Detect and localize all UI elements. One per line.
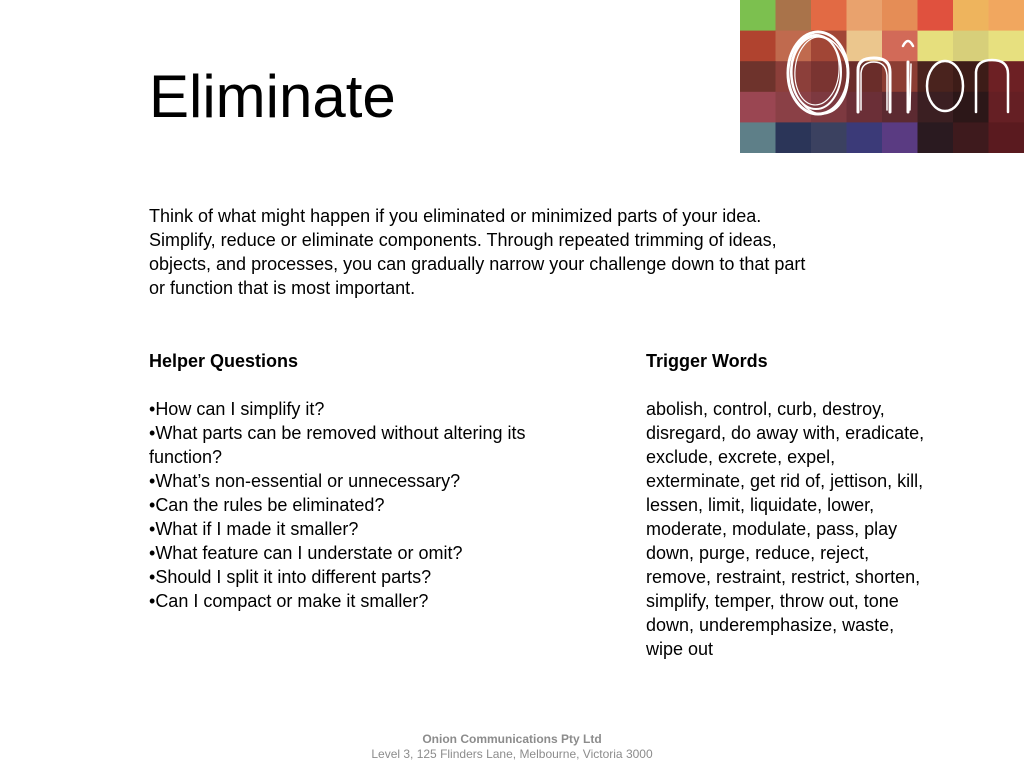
helper-questions-heading: Helper Questions bbox=[149, 351, 299, 371]
logo-tile bbox=[847, 122, 883, 153]
logo-tile bbox=[989, 122, 1024, 153]
logo-tile bbox=[918, 122, 954, 153]
logo-tile bbox=[776, 0, 812, 31]
logo-tile bbox=[953, 61, 989, 92]
logo-tile bbox=[989, 0, 1024, 31]
trigger-words-text: abolish, control, curb, destroy, disregard, do away with, eradicate, exclude, excrete, expel, exterminate, get rid of, jettison, kill, lessen, limit, liquidate, lower, moderate, modulate, pass, play down, purge, reduce, reject, remove, restraint, restrict, shorten, simplify, temper, throw out, tone down, underemphasize, waste, wipe out bbox=[646, 399, 925, 659]
logo-tile bbox=[953, 92, 989, 123]
intro-paragraph: Think of what might happen if you eliminated or minimized parts of your idea. Simplify, reduce or eliminate components. Through repeated trimming of ideas, objects, and processes, you can gradually narrow your challenge down to that part or function that is most important. bbox=[149, 206, 806, 298]
logo-tile bbox=[740, 0, 776, 31]
logo-tile bbox=[811, 0, 847, 31]
logo-tile bbox=[740, 31, 776, 62]
logo-tile bbox=[740, 61, 776, 92]
onion-logo-mosaic bbox=[740, 0, 1024, 153]
helper-questions-list bbox=[149, 397, 589, 613]
logo-tile bbox=[811, 122, 847, 153]
list-item: • Can the rules be eliminated? bbox=[149, 493, 589, 517]
list-item: • What parts can be removed without altering its function? bbox=[149, 421, 589, 469]
logo-tile bbox=[953, 31, 989, 62]
logo-tile bbox=[740, 92, 776, 123]
logo-tile bbox=[882, 0, 918, 31]
list-item: • Can I compact or make it smaller? bbox=[149, 589, 589, 613]
logo-tile bbox=[989, 31, 1024, 62]
logo-tile bbox=[953, 122, 989, 153]
logo-tile bbox=[740, 122, 776, 153]
onion-logo bbox=[740, 0, 1024, 153]
logo-tile bbox=[776, 122, 812, 153]
list-item: • What feature can I understate or omit? bbox=[149, 541, 589, 565]
logo-tile bbox=[847, 0, 883, 31]
trigger-words-section bbox=[646, 349, 936, 661]
footer bbox=[0, 732, 1024, 762]
footer-address: Level 3, 125 Flinders Lane, Melbourne, Victoria 3000 bbox=[371, 747, 653, 761]
logo-tile bbox=[882, 122, 918, 153]
helper-questions-section bbox=[149, 349, 589, 613]
logo-tile bbox=[953, 0, 989, 31]
logo-tile bbox=[918, 31, 954, 62]
trigger-words-heading: Trigger Words bbox=[646, 351, 768, 371]
slide-title: Eliminate bbox=[149, 63, 396, 130]
logo-tile bbox=[989, 92, 1024, 123]
list-item: • Should I split it into different parts? bbox=[149, 565, 589, 589]
list-item: • How can I simplify it? bbox=[149, 397, 589, 421]
list-item: • What if I made it smaller? bbox=[149, 517, 589, 541]
footer-company: Onion Communications Pty Ltd bbox=[422, 732, 602, 746]
logo-tile bbox=[847, 92, 883, 123]
logo-tile bbox=[918, 0, 954, 31]
list-item: • What’s non-essential or unnecessary? bbox=[149, 469, 589, 493]
